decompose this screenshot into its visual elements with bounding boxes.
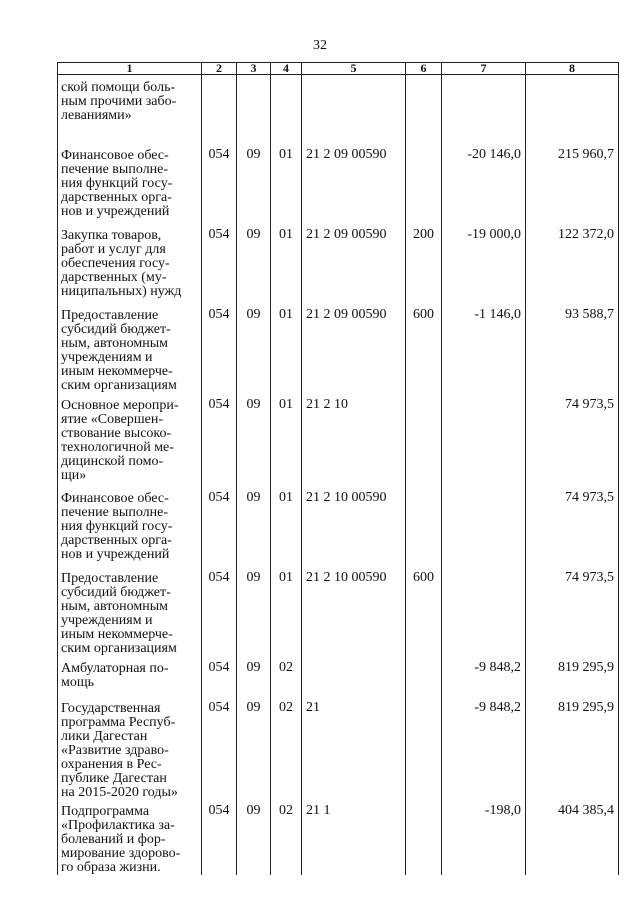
subsection-cell: 01 <box>271 304 302 394</box>
section-cell: 09 <box>237 394 271 487</box>
table-row <box>58 657 619 697</box>
expense-type-cell <box>406 75 442 144</box>
table-row <box>58 304 619 394</box>
item-name-line: Закупка товаров, <box>61 227 162 243</box>
column-header: 7 <box>442 63 526 75</box>
admin-code-cell <box>202 75 237 144</box>
total-amount-cell: 819 295,9 <box>526 657 619 697</box>
target-article-cell: 21 <box>302 697 406 800</box>
item-name-line: учреждениям и <box>61 349 153 365</box>
item-name-line: иным некоммерче- <box>61 363 173 379</box>
total-amount-cell: 74 973,5 <box>526 487 619 567</box>
item-name-line: ным, автономным <box>61 598 169 614</box>
item-name-line: иным некоммерче- <box>61 626 173 642</box>
subsection-cell: 02 <box>271 800 302 875</box>
page-number: 32 <box>313 38 327 53</box>
item-name-line: ствование высоко- <box>61 425 172 441</box>
item-name-line: дарственных орга- <box>61 189 172 205</box>
item-name-line: публике Дагестан <box>61 770 167 786</box>
item-name-line: работ и услуг для <box>61 241 166 257</box>
section-cell: 09 <box>237 800 271 875</box>
item-name-cell <box>58 567 202 657</box>
total-amount-cell <box>526 75 619 144</box>
table-row <box>58 800 619 875</box>
item-name-cell <box>58 800 202 875</box>
column-header: 4 <box>271 63 302 75</box>
section-cell: 09 <box>237 657 271 697</box>
expense-type-cell: 600 <box>406 567 442 657</box>
item-name-line: Государственная <box>61 700 161 716</box>
section-cell: 09 <box>237 224 271 304</box>
item-name-line: технологичной ме- <box>61 439 174 455</box>
expense-type-cell <box>406 657 442 697</box>
item-name-line: печение выполне- <box>61 504 168 520</box>
target-article-cell: 21 2 09 00590 <box>302 224 406 304</box>
section-cell: 09 <box>237 697 271 800</box>
change-amount-cell: -1 146,0 <box>442 304 526 394</box>
change-amount-cell <box>442 394 526 487</box>
expense-type-cell <box>406 144 442 224</box>
expense-type-cell <box>406 394 442 487</box>
item-name-cell <box>58 657 202 697</box>
subsection-cell: 02 <box>271 697 302 800</box>
admin-code-cell: 054 <box>202 304 237 394</box>
subsection-cell: 01 <box>271 224 302 304</box>
item-name-line: лики Дагестан <box>61 728 148 744</box>
item-name-cell <box>58 487 202 567</box>
item-name-cell <box>58 394 202 487</box>
item-name-line: ятие «Совершен- <box>61 411 163 427</box>
expense-type-cell <box>406 697 442 800</box>
item-name-line: дарственных (му- <box>61 269 167 285</box>
change-amount-cell: -9 848,2 <box>442 657 526 697</box>
total-amount-cell: 215 960,7 <box>526 144 619 224</box>
change-amount-cell <box>442 75 526 144</box>
item-name-line: нов и учреждений <box>61 546 170 562</box>
item-name-cell <box>58 75 202 144</box>
change-amount-cell <box>442 567 526 657</box>
item-name-line: ным, автономным <box>61 335 169 351</box>
subsection-cell: 01 <box>271 144 302 224</box>
target-article-cell: 21 2 09 00590 <box>302 144 406 224</box>
item-name-cell <box>58 144 202 224</box>
table-row <box>58 144 619 224</box>
item-name-line: охранения в Рес- <box>61 756 162 772</box>
admin-code-cell: 054 <box>202 657 237 697</box>
item-name-line: Подпрограмма <box>61 803 150 819</box>
item-name-cell <box>58 224 202 304</box>
section-cell: 09 <box>237 304 271 394</box>
section-cell: 09 <box>237 567 271 657</box>
section-cell <box>237 75 271 144</box>
expense-type-cell: 200 <box>406 224 442 304</box>
expense-type-cell: 600 <box>406 304 442 394</box>
column-header: 3 <box>237 63 271 75</box>
item-name-line: Амбулаторная по- <box>61 660 169 676</box>
item-name-line: мирование здорово- <box>61 845 181 861</box>
subsection-cell: 01 <box>271 487 302 567</box>
target-article-cell <box>302 75 406 144</box>
change-amount-cell: -19 000,0 <box>442 224 526 304</box>
item-name-line: субсидий бюджет- <box>61 584 171 600</box>
table-row <box>58 224 619 304</box>
admin-code-cell: 054 <box>202 224 237 304</box>
item-name-line: го образа жизни. <box>61 859 161 875</box>
item-name-line: Основное меропри- <box>61 397 179 413</box>
total-amount-cell: 74 973,5 <box>526 567 619 657</box>
total-amount-cell: 93 588,7 <box>526 304 619 394</box>
target-article-cell: 21 1 <box>302 800 406 875</box>
item-name-line: ниципальных) нужд <box>61 283 182 299</box>
item-name-line: на 2015-2020 годы» <box>61 784 178 800</box>
total-amount-cell: 819 295,9 <box>526 697 619 800</box>
column-header: 1 <box>58 63 202 75</box>
change-amount-cell: -20 146,0 <box>442 144 526 224</box>
item-name-line: учреждениям и <box>61 612 153 628</box>
section-cell: 09 <box>237 144 271 224</box>
expense-type-cell <box>406 487 442 567</box>
target-article-cell: 21 2 10 00590 <box>302 567 406 657</box>
item-name-line: «Развитие здраво- <box>61 742 169 758</box>
header-row <box>58 63 619 75</box>
budget-table <box>57 62 619 875</box>
item-name-line: ским организациям <box>61 377 177 393</box>
item-name-line: «Профилактика за- <box>61 817 175 833</box>
admin-code-cell: 054 <box>202 144 237 224</box>
item-name-line: леваниями» <box>61 108 132 123</box>
expense-type-cell <box>406 800 442 875</box>
item-name-line: болеваний и фор- <box>61 831 166 847</box>
item-name-line: дицинской помо- <box>61 453 164 469</box>
item-name-line: программа Респуб- <box>61 714 176 730</box>
total-amount-cell: 122 372,0 <box>526 224 619 304</box>
item-name-line: дарственных орга- <box>61 532 172 548</box>
total-amount-cell: 404 385,4 <box>526 800 619 875</box>
item-name-cell <box>58 697 202 800</box>
table-row <box>58 75 619 144</box>
column-header: 6 <box>406 63 442 75</box>
change-amount-cell: -198,0 <box>442 800 526 875</box>
item-name-line: ным прочими забо- <box>61 94 177 109</box>
subsection-cell: 01 <box>271 567 302 657</box>
column-header: 8 <box>526 63 619 75</box>
table-row <box>58 697 619 800</box>
item-name-line: мощь <box>61 674 95 690</box>
item-name-line: печение выполне- <box>61 161 168 177</box>
target-article-cell <box>302 657 406 697</box>
total-amount-cell: 74 973,5 <box>526 394 619 487</box>
item-name-line: ния функций госу- <box>61 518 173 534</box>
subsection-cell: 01 <box>271 394 302 487</box>
item-name-line: ской помощи боль- <box>61 80 176 95</box>
admin-code-cell: 054 <box>202 567 237 657</box>
table-row <box>58 487 619 567</box>
table-row <box>58 567 619 657</box>
item-name-line: Предоставление <box>61 307 159 323</box>
target-article-cell: 21 2 10 <box>302 394 406 487</box>
change-amount-cell: -9 848,2 <box>442 697 526 800</box>
item-name-line: Финансовое обес- <box>61 490 169 506</box>
subsection-cell: 02 <box>271 657 302 697</box>
target-article-cell: 21 2 10 00590 <box>302 487 406 567</box>
subsection-cell <box>271 75 302 144</box>
admin-code-cell: 054 <box>202 394 237 487</box>
item-name-line: субсидий бюджет- <box>61 321 171 337</box>
section-cell: 09 <box>237 487 271 567</box>
item-name-line: Финансовое обес- <box>61 147 169 163</box>
column-header: 2 <box>202 63 237 75</box>
change-amount-cell <box>442 487 526 567</box>
target-article-cell: 21 2 09 00590 <box>302 304 406 394</box>
admin-code-cell: 054 <box>202 800 237 875</box>
item-name-line: ским организациям <box>61 640 177 656</box>
table-row <box>58 394 619 487</box>
item-name-line: Предоставление <box>61 570 159 586</box>
admin-code-cell: 054 <box>202 487 237 567</box>
item-name-cell <box>58 304 202 394</box>
admin-code-cell: 054 <box>202 697 237 800</box>
item-name-line: нов и учреждений <box>61 203 170 219</box>
item-name-line: щи» <box>61 467 87 483</box>
item-name-line: обеспечения госу- <box>61 255 170 271</box>
column-header: 5 <box>302 63 406 75</box>
item-name-line: ния функций госу- <box>61 175 173 191</box>
